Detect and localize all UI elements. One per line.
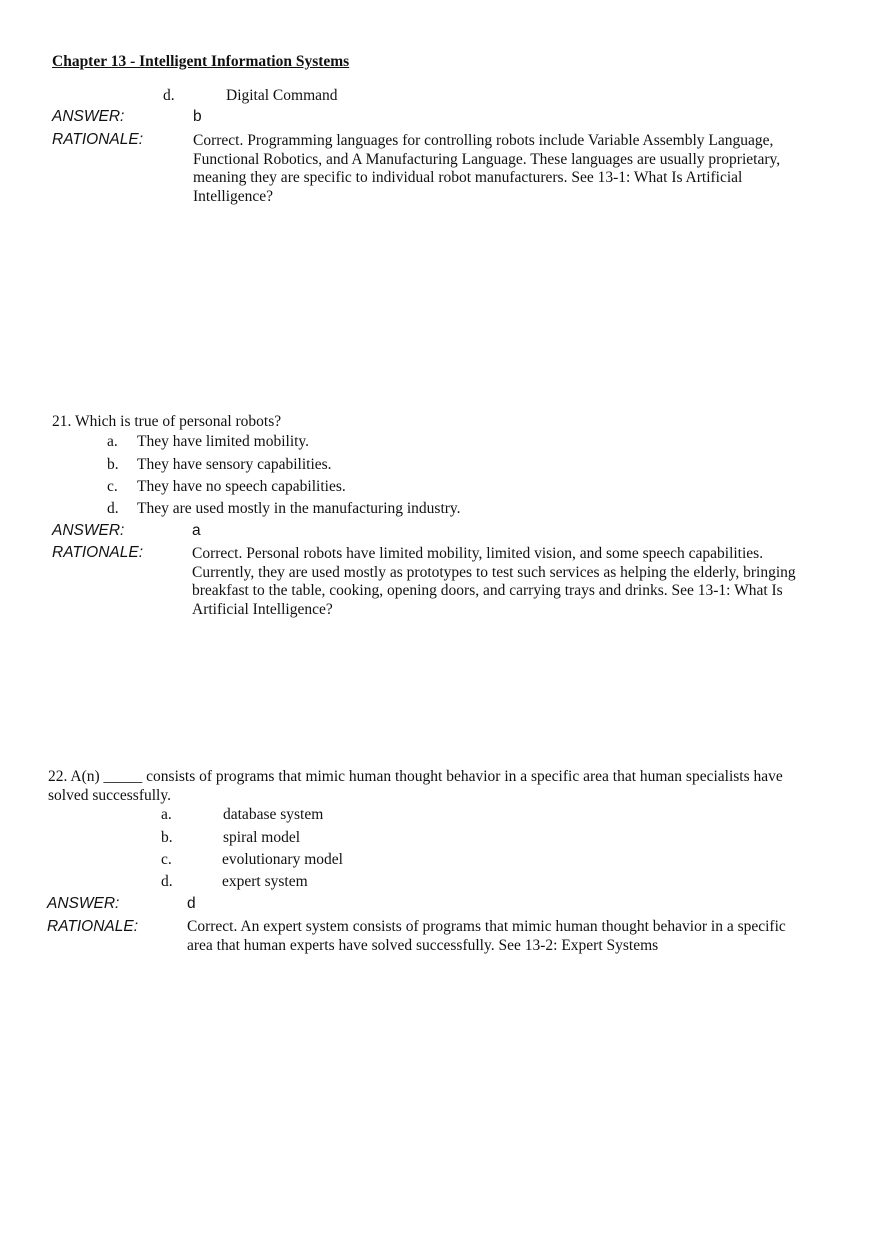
- q21-question: 21. Which is true of personal robots?: [52, 413, 282, 430]
- q20-answer-value: b: [193, 108, 202, 125]
- q20-rationale-label: RATIONALE:: [52, 131, 144, 148]
- q22-option-d-letter: d.: [161, 873, 173, 890]
- q22-option-b-letter: b.: [161, 829, 173, 846]
- rationale-line: Correct. An expert system consists of programs that mimic human thought behavior in a specific: [187, 918, 786, 935]
- rationale-line: Correct. Programming languages for controlling robots include Variable Assembly Language,: [193, 132, 774, 149]
- q20-option-d-text: Digital Command: [226, 87, 338, 104]
- q22-answer-label: ANSWER:: [47, 895, 120, 912]
- q21-answer-label: ANSWER:: [52, 522, 125, 539]
- q21-option-c-letter: c.: [107, 478, 118, 495]
- rationale-line: Correct. Personal robots have limited mobility, limited vision, and some speech capabilities.: [192, 545, 764, 562]
- q21-option-a-letter: a.: [107, 433, 118, 450]
- q20-option-d-letter: d.: [163, 87, 175, 104]
- q22-option-a-letter: a.: [161, 806, 172, 823]
- q22-rationale: [187, 918, 786, 955]
- rationale-line: area that human experts have solved successfully. See 13-2: Expert Systems: [187, 936, 659, 954]
- q20-answer-label: ANSWER:: [52, 108, 125, 125]
- q22-option-c-text: evolutionary model: [222, 851, 343, 868]
- q22-answer-value: d: [187, 895, 196, 912]
- q22-question: [48, 768, 783, 805]
- q21-option-a-text: They have limited mobility.: [137, 433, 310, 450]
- rationale-line: breakfast to the table, cooking, opening doors, and carrying trays and drinks. See 13-1: What Is: [192, 582, 783, 599]
- q22-option-a-text: database system: [223, 806, 324, 823]
- rationale-line: Intelligence?: [193, 187, 274, 205]
- rationale-line: meaning they are specific to individual robot manufacturers. See 13-1: What Is Artificial: [193, 169, 743, 186]
- page-title: Chapter 13 - Intelligent Information Systems: [52, 53, 350, 70]
- q22-option-c-letter: c.: [161, 851, 172, 868]
- question-line: solved successfully.: [48, 786, 171, 804]
- q22-rationale-label: RATIONALE:: [47, 918, 139, 935]
- q21-answer-value: a: [192, 522, 201, 539]
- rationale-line: Artificial Intelligence?: [192, 600, 333, 618]
- q21-rationale: [192, 545, 796, 619]
- q21-option-d-text: They are used mostly in the manufacturing industry.: [137, 500, 461, 517]
- q21-option-c-text: They have no speech capabilities.: [137, 478, 346, 495]
- question-line: 22. A(n) _____ consists of programs that mimic human thought behavior in a specific area that human specialists have: [48, 768, 783, 785]
- rationale-line: Functional Robotics, and A Manufacturing Language. These languages are usually proprietary,: [193, 150, 781, 168]
- q21-rationale-label: RATIONALE:: [52, 544, 144, 561]
- q21-option-d-letter: d.: [107, 500, 119, 517]
- q21-option-b-text: They have sensory capabilities.: [137, 456, 332, 473]
- q22-option-b-text: spiral model: [223, 829, 301, 846]
- q22-option-d-text: expert system: [222, 873, 308, 890]
- q21-option-b-letter: b.: [107, 456, 119, 473]
- q20-rationale: [193, 132, 780, 206]
- rationale-line: Currently, they are used mostly as prototypes to test such services as helping the elderly, bringing: [192, 563, 796, 581]
